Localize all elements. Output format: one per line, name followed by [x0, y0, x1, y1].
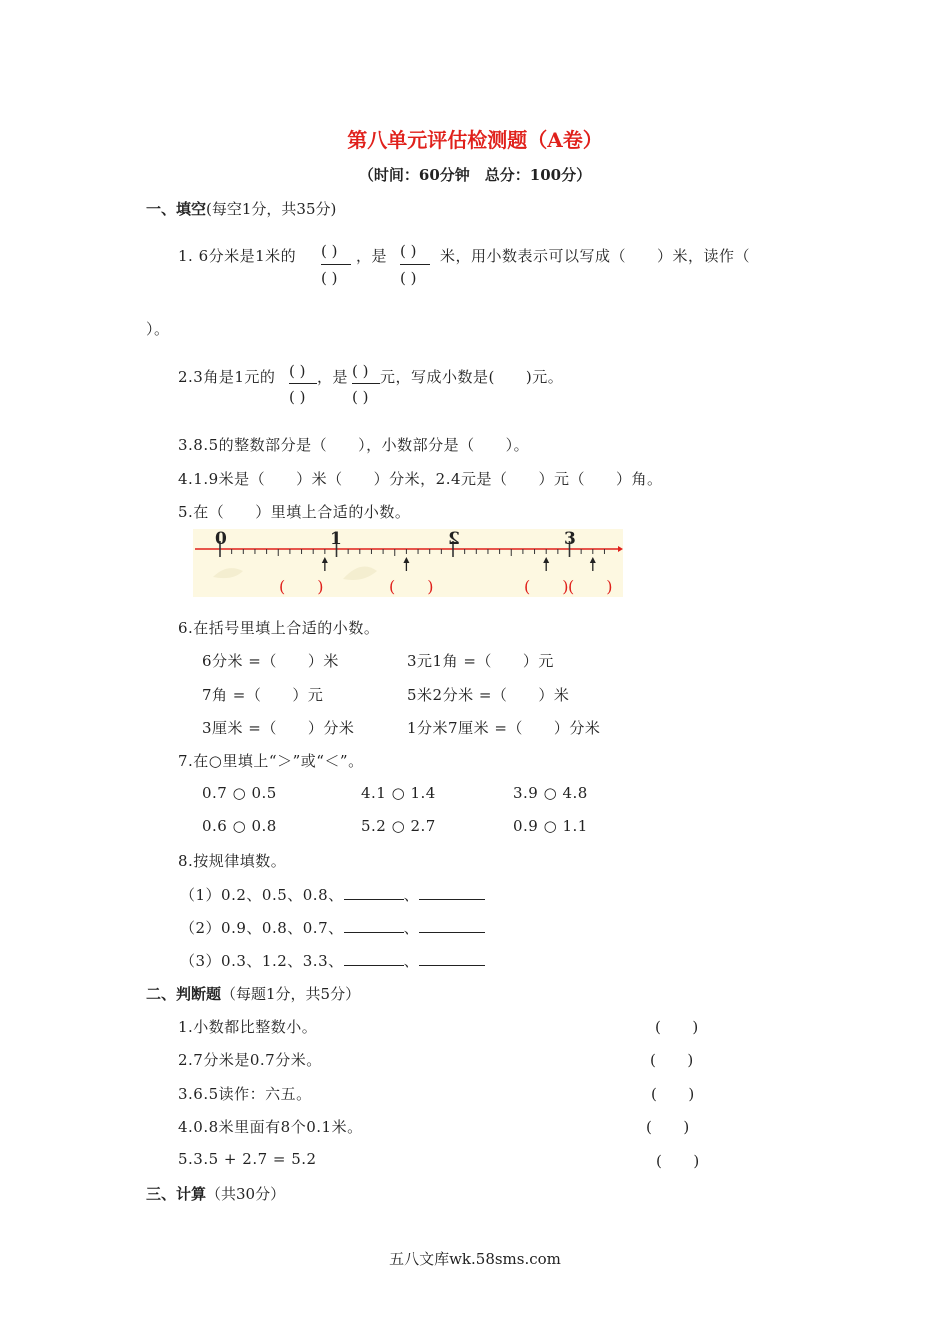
decorative-blob-mid — [343, 567, 377, 581]
q8-intro: 8.按规律填数。 — [178, 852, 287, 870]
q7-item-5: 5.2 ○ 2.7 — [361, 817, 436, 835]
judge-item-4: 4.0.8米里面有8个0.1米。 — [178, 1118, 363, 1136]
up-arrow-icon — [543, 557, 549, 571]
q1-text-b: ，是 — [356, 247, 388, 265]
q6-item-3: 7角 =（ ）元 — [202, 686, 324, 704]
judge-item-3: 3.6.5读作：六五。 — [178, 1085, 312, 1103]
q7-item-4: 0.6 ○ 0.8 — [202, 817, 277, 835]
q1-text-c: 米，用小数表示可以写成（ ）米，读作（ — [440, 247, 751, 265]
q1-fraction-1-numerator: ( ) — [321, 242, 338, 260]
q7-intro: 7.在○里填上“＞”或“＜”。 — [178, 752, 364, 770]
q1-fraction-2-denominator: ( ) — [400, 269, 417, 287]
q7-item-3: 3.9 ○ 4.8 — [513, 784, 588, 802]
q7-item-2: 4.1 ○ 1.4 — [361, 784, 436, 802]
page-title: 第八单元评估检测题（A卷） — [347, 128, 603, 152]
q6-intro: 6.在括号里填上合适的小数。 — [178, 619, 380, 637]
q2-fraction-1-numerator: ( ) — [289, 362, 306, 380]
section-heading-fill-blank: 一、填空(每空1分，共35分) — [146, 200, 337, 218]
q2-fraction-2-denominator: ( ) — [352, 388, 369, 406]
tick-label-0: 0 — [215, 529, 227, 549]
q6-item-2: 3元1角 =（ ）元 — [407, 652, 554, 670]
q2-fraction-2-numerator: ( ) — [352, 362, 369, 380]
q6-item-6: 1分米7厘米 =（ ）分米 — [407, 719, 601, 737]
q8-row-1: （1）0.2、0.5、0.8、 、 — [180, 884, 485, 905]
q6-item-5: 3厘米 =（ ）分米 — [202, 719, 355, 737]
judge-paren-5[interactable]: ( ) — [656, 1152, 700, 1170]
q3-text: 3.8.5的整数部分是（ ），小数部分是（ ）。 — [178, 436, 530, 454]
q8-row-3: （3）0.3、1.2、3.3、 、 — [180, 950, 485, 971]
q2-text-c: 元，写成小数是( )元。 — [380, 368, 564, 386]
number-line-figure — [193, 529, 623, 597]
q1-fraction-1-denominator: ( ) — [321, 269, 338, 287]
q2-fraction-1-denominator: ( ) — [289, 388, 306, 406]
up-arrow-icon — [590, 557, 596, 571]
footer-watermark: 五八文库wk.58sms.com — [389, 1250, 561, 1268]
answer-blank[interactable] — [419, 885, 485, 900]
tick-label-2: 2 — [448, 529, 460, 549]
answer-blank[interactable] — [344, 918, 404, 933]
number-line-blank-2[interactable]: ( ) — [389, 577, 434, 596]
q7-item-6: 0.9 ○ 1.1 — [513, 817, 588, 835]
q2-fraction-1-bar — [289, 383, 317, 384]
q1-fraction-1-bar — [321, 264, 351, 265]
section-heading-judge: 二、判断题（每题1分，共5分） — [146, 985, 361, 1003]
q8-row-2: （2）0.9、0.8、0.7、 、 — [180, 917, 485, 938]
q6-item-4: 5米2分米 =（ ）米 — [407, 686, 570, 704]
q1-fraction-2-numerator: ( ) — [400, 242, 417, 260]
q1-fraction-2-bar — [400, 264, 430, 265]
judge-paren-1[interactable]: ( ) — [655, 1018, 699, 1036]
q2-text-b: ，是 — [317, 368, 349, 386]
judge-item-5: 5.3.5 + 2.7 = 5.2 — [178, 1150, 317, 1168]
judge-item-1: 1.小数都比整数小。 — [178, 1018, 318, 1036]
q7-item-1: 0.7 ○ 0.5 — [202, 784, 277, 802]
q2-text-a: 2.3角是1元的 — [178, 368, 276, 386]
q5-text: 5.在（ ）里填上合适的小数。 — [178, 503, 411, 521]
number-line-blank-3[interactable]: ( ) — [524, 577, 569, 596]
q6-item-1: 6分米 =（ ）米 — [202, 652, 339, 670]
judge-item-2: 2.7分米是0.7分米。 — [178, 1051, 322, 1069]
q2-fraction-2-bar — [352, 383, 380, 384]
tick-label-1: 1 — [330, 529, 342, 549]
number-line-blank-1[interactable]: ( ) — [279, 577, 324, 596]
q1-text-d: ）。 — [146, 320, 170, 338]
q1-text-a: 1. 6分米是1米的 — [178, 247, 297, 265]
q4-text: 4.1.9米是（ ）米（ ）分米，2.4元是（ ）元（ ）角。 — [178, 470, 663, 488]
answer-blank[interactable] — [344, 885, 404, 900]
up-arrow-icon — [403, 557, 409, 571]
number-line-arrowhead — [618, 546, 623, 552]
up-arrow-icon — [322, 557, 328, 571]
answer-blank[interactable] — [344, 951, 404, 966]
judge-paren-4[interactable]: ( ) — [646, 1118, 690, 1136]
page-subtitle: （时间：60分钟 总分：100分） — [358, 166, 592, 184]
section-heading-calc: 三、计算（共30分） — [146, 1185, 286, 1203]
decorative-blob-left — [213, 568, 243, 578]
number-line-blank-4[interactable]: ( ) — [568, 577, 613, 596]
tick-label-3: 3 — [564, 529, 576, 549]
judge-paren-2[interactable]: ( ) — [650, 1051, 694, 1069]
judge-paren-3[interactable]: ( ) — [651, 1085, 695, 1103]
answer-blank[interactable] — [419, 918, 485, 933]
answer-blank[interactable] — [419, 951, 485, 966]
